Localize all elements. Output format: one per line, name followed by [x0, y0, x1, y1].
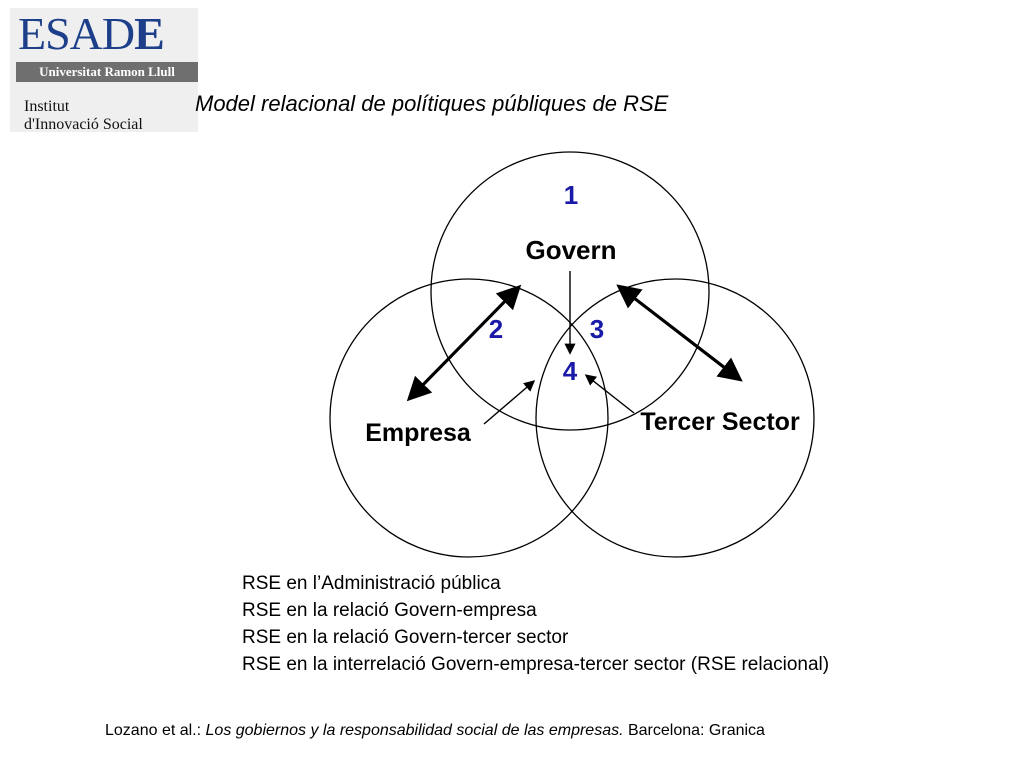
- govern-label: Govern: [525, 235, 617, 265]
- slide-title: Model relacional de polítiques públiques de RSE: [195, 91, 669, 116]
- region-number-4: 4: [562, 356, 578, 386]
- esade-wordmark-bold: E: [134, 8, 164, 59]
- legend-list: [242, 570, 829, 678]
- tercer-sector-label: Tercer Sector: [640, 408, 800, 436]
- empresa-label: Empresa: [365, 419, 471, 447]
- institute-name-line2: d'Innovació Social: [24, 116, 143, 133]
- legend-item-1: RSE en l’Administració pública: [242, 573, 501, 594]
- legend-item-4: RSE en la interrelació Govern-empresa-tercer sector (RSE relacional): [242, 654, 830, 675]
- region-number-1: 1: [563, 180, 579, 210]
- empresa-to-center-arrow: [484, 382, 533, 424]
- citation-work: Los gobiernos y la responsabilidad social de las empresas.: [205, 722, 624, 739]
- citation-publisher: Barcelona: Granica: [623, 722, 765, 739]
- region-number-3: 3: [589, 314, 605, 344]
- legend-item-3: RSE en la relació Govern-tercer sector: [242, 627, 569, 648]
- citation-authors: Lozano et al.:: [105, 722, 206, 739]
- empresa-circle: [330, 279, 608, 557]
- tercer-to-center-arrow: [587, 376, 634, 413]
- esade-wordmark-plain: ESAD: [18, 8, 135, 59]
- region-number-2: 2: [488, 314, 504, 344]
- legend-item-2: RSE en la relació Govern-empresa: [242, 600, 537, 621]
- institute-name-line1: Institut: [24, 98, 70, 115]
- tercer-govern-arrow-up: [621, 288, 738, 378]
- citation: [105, 720, 765, 742]
- university-bar: Universitat Ramon Llull: [16, 62, 198, 82]
